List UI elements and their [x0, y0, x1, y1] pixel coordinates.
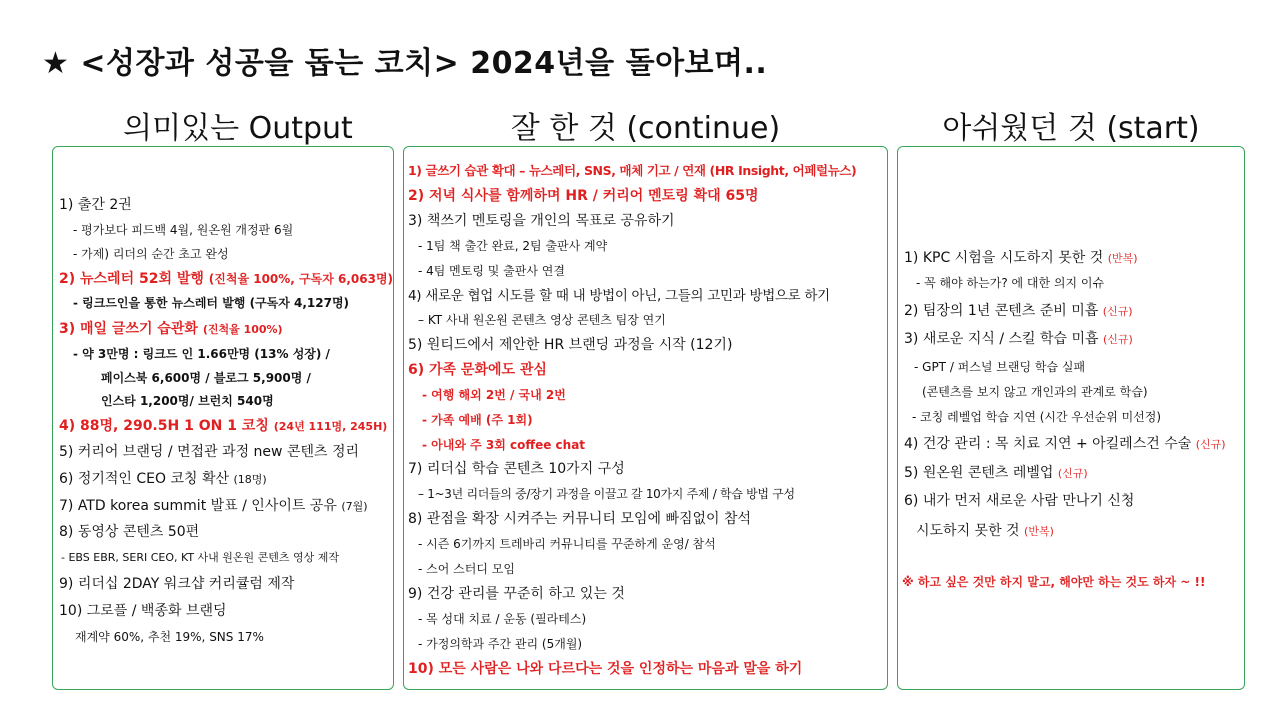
list-item: - 가정의학과 주간 관리 (5개월)	[418, 637, 583, 651]
output-box	[52, 146, 394, 690]
item-text: 5) 원온원 콘텐츠 레벨업	[904, 465, 1054, 481]
list-item: (콘텐츠를 보지 않고 개인과의 관계로 학습)	[922, 385, 1148, 399]
repeat-tag: (반복)	[1024, 525, 1054, 538]
list-item: 7) 리더십 학습 콘텐츠 10가지 구성	[408, 461, 625, 477]
item-text: 3) 새로운 지식 / 스킬 학습 미흡	[904, 331, 1099, 347]
list-item: 10) 모든 사람은 나와 다르다는 것을 인정하는 마음과 말을 하기	[408, 661, 803, 677]
start-box	[897, 146, 1245, 690]
list-item: 페이스북 6,600명 / 블로그 5,900명 /	[101, 371, 311, 385]
item-text: 4) 88명, 290.5H 1 ON 1 코칭	[59, 418, 269, 434]
list-item: - 4팀 멘토링 및 출판사 연결	[418, 264, 565, 278]
list-item	[904, 464, 1088, 483]
list-item: - 평가보다 피드백 4월, 원온원 개정판 6월	[73, 223, 294, 237]
list-item: 3) 책쓰기 멘토링을 개인의 목표로 공유하기	[408, 213, 675, 229]
list-item: - 약 3만명 : 링크드 인 1.66만명 (13% 성장) /	[73, 347, 330, 361]
list-item: 6) 가족 문화에도 관심	[408, 362, 547, 378]
list-item: - 목 성대 치료 / 운동 (필라테스)	[418, 612, 587, 626]
item-text: 2) 팀장의 1년 콘텐츠 준비 미흡	[904, 303, 1099, 319]
list-item	[904, 249, 1138, 268]
list-item	[59, 320, 283, 339]
list-item: 8) 동영상 콘텐츠 50편	[59, 524, 200, 540]
item-note: (18명)	[233, 473, 267, 486]
list-item	[904, 435, 1226, 454]
list-item: - EBS EBR, SERI CEO, KT 사내 원온원 콘텐츠 영상 제작	[61, 551, 340, 564]
item-text: 4) 건강 관리 : 목 치료 지연 + 아킬레스건 수술	[904, 436, 1192, 452]
list-item: 2) 저녁 식사를 함께하며 HR / 커리어 멘토링 확대 65명	[408, 188, 759, 204]
item-text: 2) 뉴스레터 52회 발행	[59, 271, 204, 287]
list-item: 인스타 1,200명/ 브런치 540명	[101, 394, 274, 408]
item-text: 시도하지 못한 것	[916, 523, 1020, 539]
continue-heading: 잘 한 것 (continue)	[510, 111, 781, 146]
list-item	[59, 417, 387, 436]
list-item	[916, 522, 1054, 541]
list-item	[59, 270, 393, 288]
item-text: 7) ATD korea summit 발표 / 인사이트 공유	[59, 498, 337, 514]
item-note: (진척율 100%)	[202, 323, 283, 336]
list-item: - 가족 예배 (주 1회)	[422, 413, 533, 427]
list-item: - 여행 해외 2번 / 국내 2번	[422, 388, 566, 402]
item-text: 3) 매일 글쓰기 습관화	[59, 321, 198, 337]
list-item	[59, 470, 267, 489]
closing-note: ※ 하고 싶은 것만 하지 말고, 해야만 하는 것도 하자 ~ !!	[902, 575, 1206, 589]
output-heading: 의미있는 Output	[123, 111, 353, 146]
list-item	[904, 302, 1133, 321]
list-item: 재계약 60%, 추천 19%, SNS 17%	[75, 630, 264, 644]
item-text: 6) 정기적인 CEO 코칭 확산	[59, 471, 230, 487]
list-item: – KT 사내 원온원 콘텐츠 영상 콘텐츠 팀장 연기	[418, 313, 666, 327]
list-item: - 가제) 리더의 순간 초고 완성	[73, 247, 229, 261]
new-tag: (신규)	[1103, 333, 1133, 346]
list-item: - 시즌 6기까지 트레바리 커뮤니티를 꾸준하게 운영/ 참석	[418, 537, 716, 551]
list-item: 6) 내가 먼저 새로운 사람 만나기 신청	[904, 493, 1135, 509]
list-item	[59, 497, 368, 516]
list-item: 5) 커리어 브랜딩 / 면접관 과정 new 콘텐츠 정리	[59, 444, 360, 460]
list-item: - 링크드인을 통한 뉴스레터 발행 (구독자 4,127명)	[73, 296, 350, 310]
new-tag: (신규)	[1057, 467, 1088, 480]
item-text: 1) KPC 시험을 시도하지 못한 것	[904, 250, 1104, 266]
continue-box	[403, 146, 888, 690]
repeat-tag: (반복)	[1107, 252, 1138, 265]
list-item: - 꼭 해야 하는가? 에 대한 의지 이슈	[916, 276, 1105, 290]
list-item: 4) 새로운 협업 시도를 할 때 내 방법이 아닌, 그들의 고민과 방법으로 하기	[408, 288, 830, 304]
list-item: 10) 그로플 / 백종화 브랜딩	[59, 603, 227, 619]
list-item: - 스어 스터디 모임	[418, 562, 515, 576]
item-note: (7월)	[341, 500, 368, 513]
new-tag: (신규)	[1195, 438, 1226, 451]
list-item: 9) 건강 관리를 꾸준히 하고 있는 것	[408, 586, 625, 602]
list-item: 8) 관점을 확장 시켜주는 커뮤니티 모임에 빠짐없이 참석	[408, 511, 752, 527]
list-item: - GPT / 퍼스널 브랜딩 학습 실패	[914, 360, 1086, 374]
item-note: (24년 111명, 245H)	[273, 420, 388, 433]
page-title: ★ <성장과 성공을 돕는 코치> 2024년을 돌아보며..	[42, 46, 768, 81]
start-heading: 아쉬웠던 것 (start)	[942, 111, 1200, 146]
list-item: - 1팀 책 출간 완료, 2팀 출판사 계약	[418, 239, 608, 253]
list-item: – 1~3년 리더들의 중/장기 과정을 이끌고 갈 10가지 주제 / 학습 방법 구성	[418, 487, 795, 501]
list-item: 1) 글쓰기 습관 확대 – 뉴스레터, SNS, 매체 기고 / 연재 (HR Insight, 어페럴뉴스)	[408, 163, 857, 178]
list-item: 5) 원티드에서 제안한 HR 브랜딩 과정을 시작 (12기)	[408, 337, 733, 353]
list-item: - 아내와 주 3회 coffee chat	[422, 438, 586, 452]
list-item: 9) 리더십 2DAY 워크샵 커리큘럼 제작	[59, 576, 295, 592]
new-tag: (신규)	[1102, 305, 1133, 318]
list-item	[904, 330, 1133, 349]
list-item: 1) 출간 2권	[59, 197, 132, 213]
list-item: - 코칭 레벨업 학습 지연 (시간 우선순위 미선정)	[912, 410, 1162, 424]
item-note: (진척율 100%, 구독자 6,063명)	[208, 272, 394, 286]
